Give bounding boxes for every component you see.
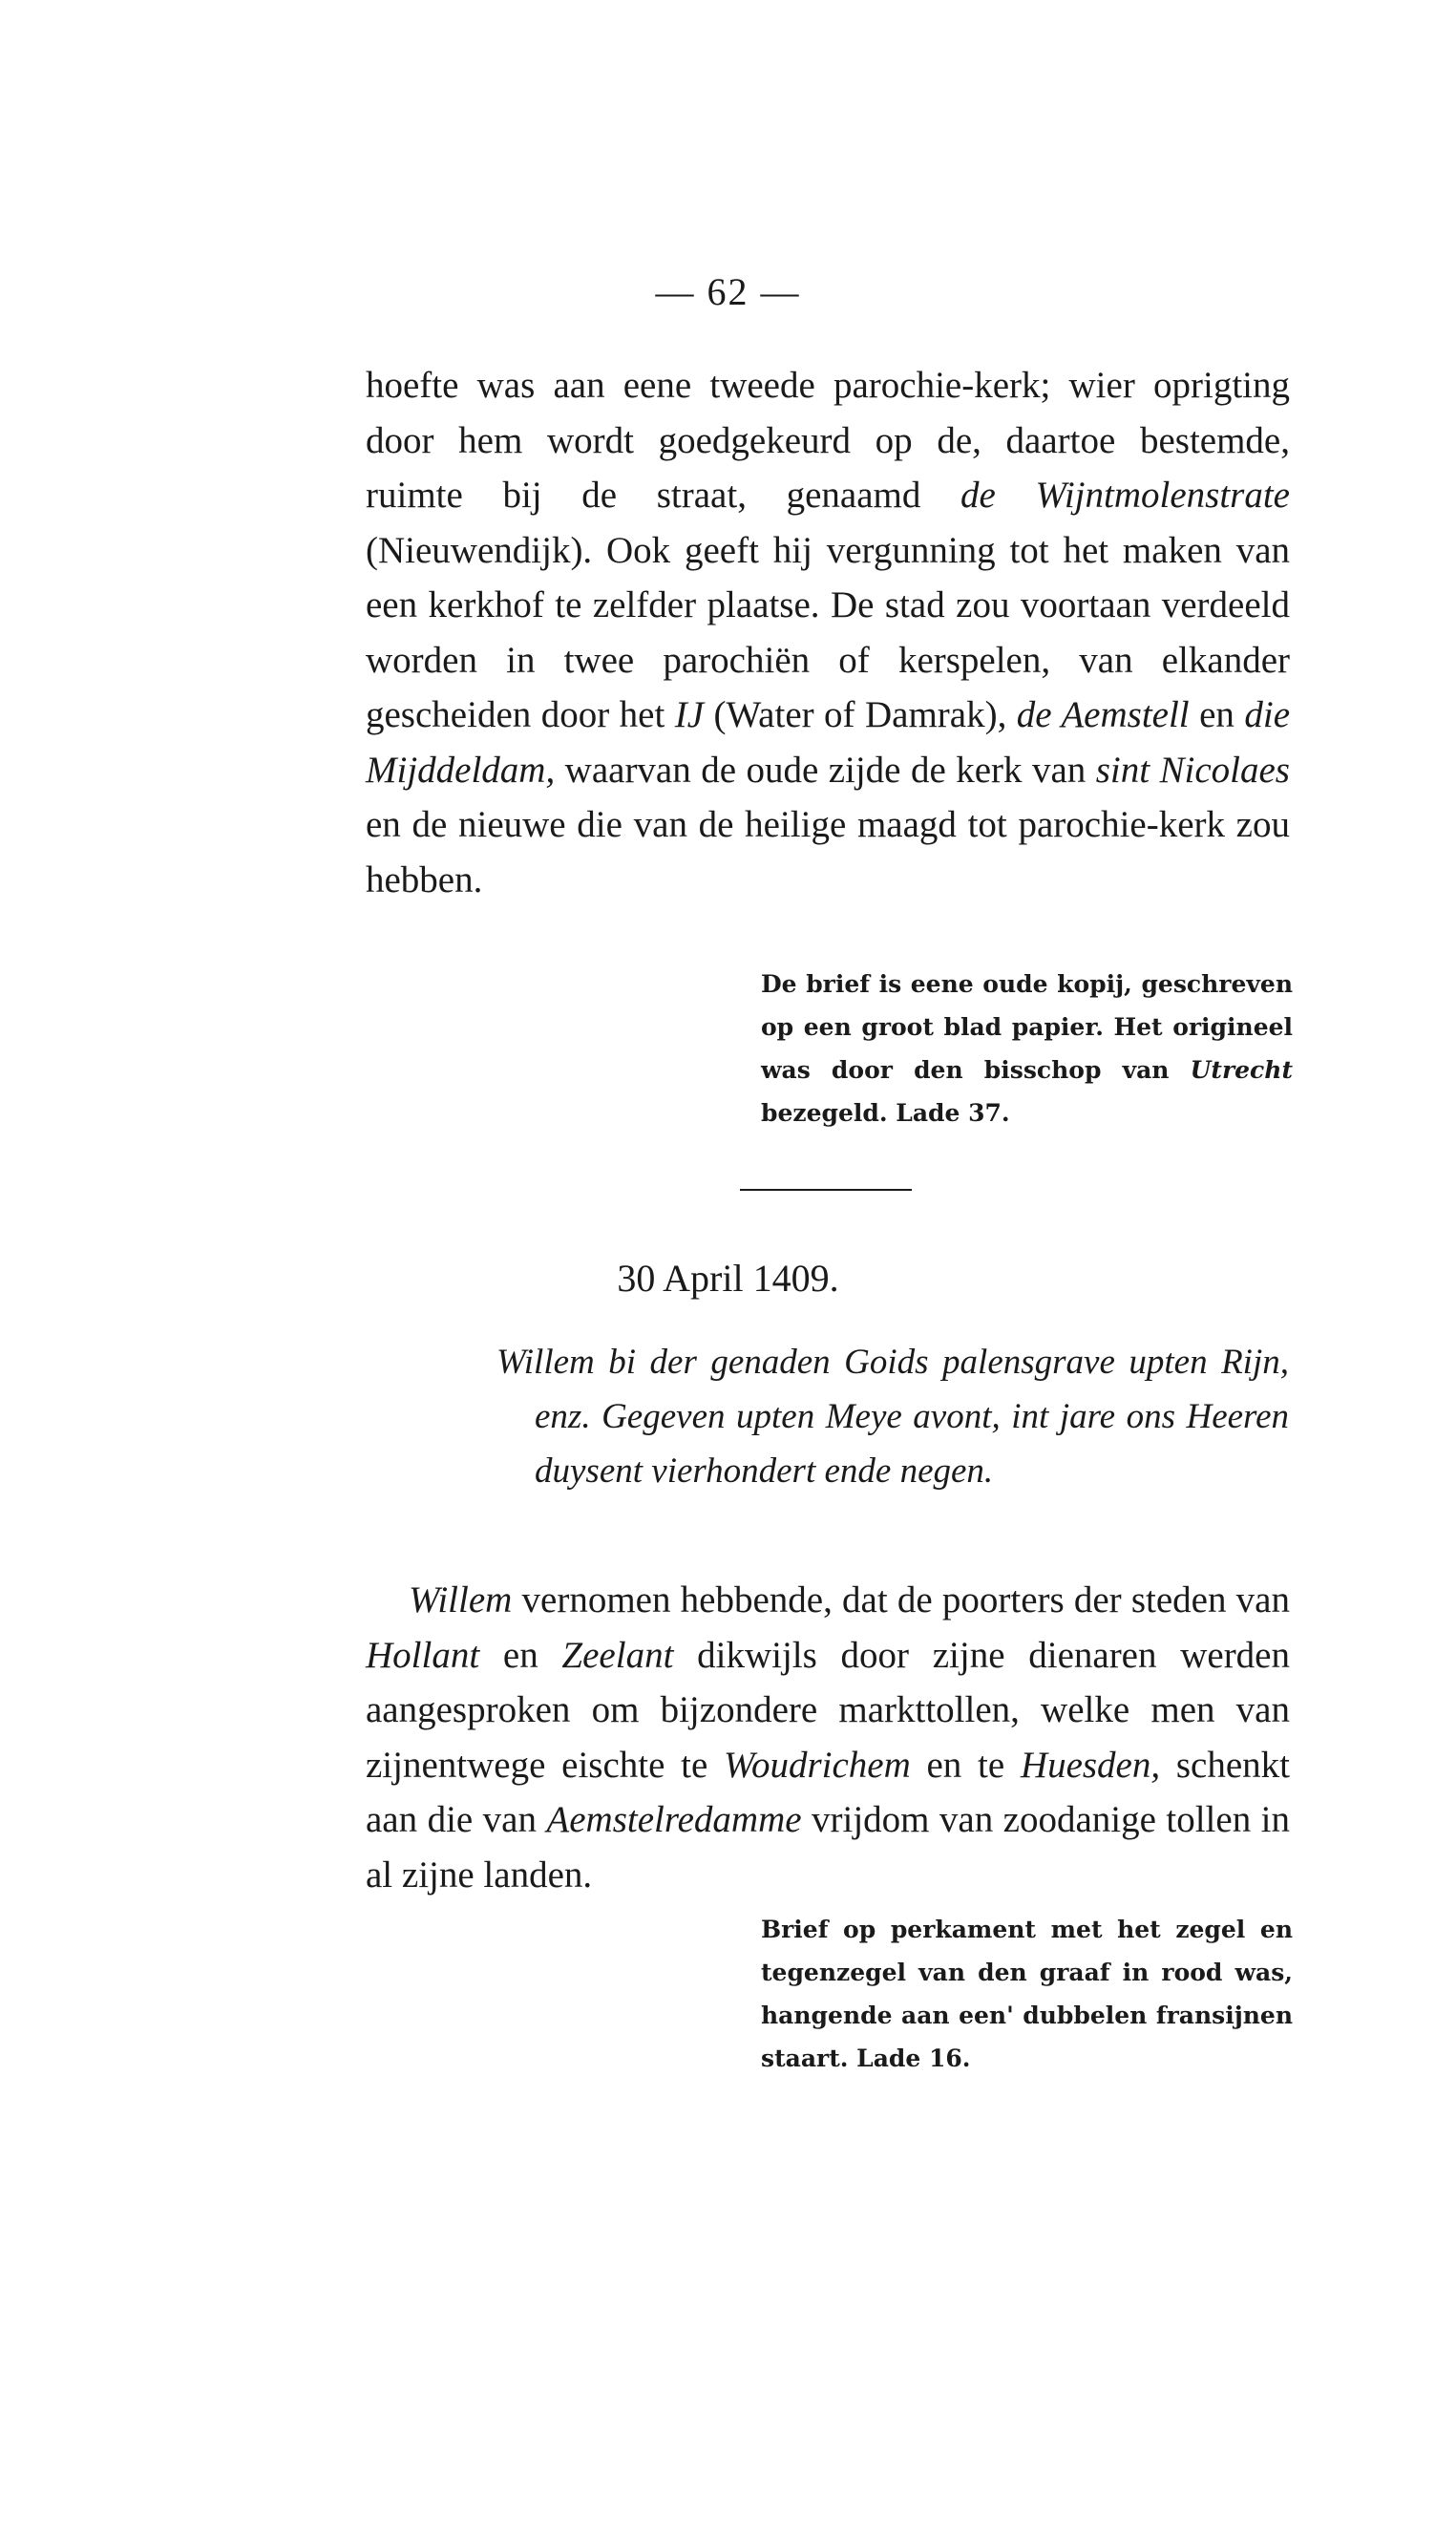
italic-run: Hollant	[366, 1634, 480, 1676]
italic-run: sint Nicolaes	[1095, 749, 1290, 791]
text-run: vrijdom van zoodanige tollen in al zijne landen.	[366, 1799, 1290, 1896]
italic-run: Zeelant	[561, 1634, 674, 1676]
text-run: hoefte was aan eene tweede parochie-kerk; wier oprigting door hem wordt goedgekeurd op de, daartoe bestemde, ruimte bij de straat, genaamd	[366, 365, 1290, 516]
text-run: (Water of Damrak),	[704, 694, 1017, 735]
italic-run: IJ	[674, 694, 705, 735]
italic-run: de Aemstell	[1016, 694, 1190, 735]
italic-run: Utrecht	[1190, 1056, 1293, 1084]
summary-text: Willem bi der genaden Goids palensgrave upten Rijn, enz. Gegeven upten Meye avont, int jare ons Heeren duysent vierhondert ende negen.	[496, 1343, 1289, 1491]
source-note-1	[761, 963, 1293, 1134]
page-number: — 62 —	[655, 270, 801, 313]
text-run: dikwijls door zijne dienaren werden aangesproken om bijzondere markttollen, welke men van zijnentwege eischte te	[366, 1634, 1290, 1786]
text-run: schenkt aan die van	[366, 1744, 1290, 1840]
text-run: waarvan de oude zijde de kerk van	[555, 749, 1096, 791]
paragraph-text	[366, 358, 1290, 907]
entry-summary	[496, 1335, 1289, 1498]
italic-run: Willem	[409, 1579, 513, 1621]
text-run: en	[1189, 694, 1245, 735]
italic-run: Aemstelredamme	[546, 1799, 802, 1840]
text-run: bezegeld. Lade 37.	[761, 1099, 1010, 1127]
italic-run: die Mijddeldam,	[366, 694, 1291, 791]
body-paragraph-1	[366, 358, 1290, 907]
section-divider	[740, 1189, 912, 1191]
text-run: De brief is eene oude kopij, geschreven op een groot blad papier. Het origineel was door den bisschop van	[761, 970, 1293, 1084]
text-run: vernomen hebbende, dat de poorters der steden van	[512, 1579, 1290, 1621]
text-run: (Nieuwendijk). Ook geeft hij vergunning tot het maken van een kerkhof te zelfder plaatse. De stad zou voortaan verdeeld worden in twee parochiën of kerspelen, van elkander gescheiden door het	[366, 529, 1290, 735]
italic-run: de Wijntmolenstrate	[960, 475, 1290, 516]
italic-run: Woudrichem	[724, 1744, 911, 1786]
italic-run: Huesden,	[1020, 1744, 1161, 1786]
text-run: en	[479, 1634, 562, 1676]
note-text: Brief op perkament met het zegel en tegenzegel van den graaf in rood was, hangende aan een' dubbelen fransijnen staart. Lade 16.	[761, 1916, 1293, 2072]
text-run: en te	[910, 1744, 1021, 1786]
text-run: en de nieuwe die van de heilige maagd tot parochie-kerk zou hebben.	[366, 804, 1290, 900]
body-paragraph-2	[366, 1573, 1290, 1902]
source-note-2	[761, 1908, 1293, 2080]
paragraph-text	[366, 1573, 1290, 1902]
entry-date-heading: 30 April 1409.	[617, 1257, 839, 1300]
note-text	[761, 963, 1293, 1134]
